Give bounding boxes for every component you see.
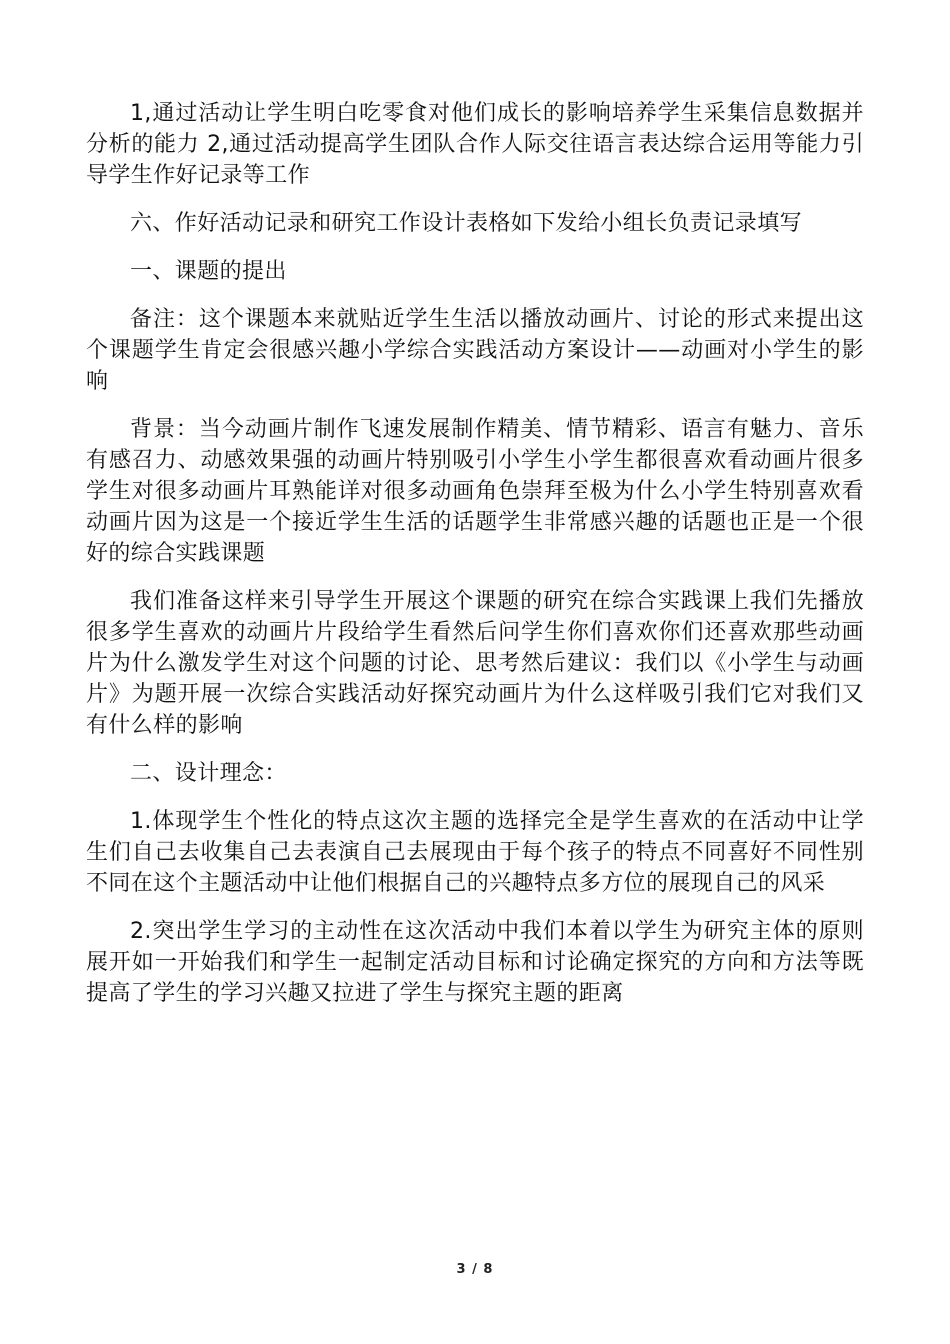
page-number: 3 / 8 [456,1262,494,1277]
heading-topic-proposal: 一、课题的提出 [130,259,287,284]
paragraph-note: 备注：这个课题本来就贴近学生生活以播放动画片、讨论的形式来提出这个课题学生肯定会很感兴趣小学综合实践活动方案设计——动画对小学生的影响 [86,307,864,394]
paragraph-objectives: 1,通过活动让学生明白吃零食对他们成长的影响培养学生采集信息数据并分析的能力 2,通过活动提高学生团队合作人际交往语言表达综合运用等能力引导学生作好记录等工作 [86,101,864,188]
document-body [86,98,864,1026]
heading-design-concept: 二、设计理念： [130,761,287,786]
paragraph-background: 背景：当今动画片制作飞速发展制作精美、情节精彩、语言有魅力、音乐有感召力、动感效果强的动画片特别吸引小学生小学生都很喜欢看动画片很多学生对很多动画片耳熟能详对很多动画角色崇拜至极为什么小学生特别喜欢看动画片因为这是一个接近学生生活的话题学生非常感兴趣的话题也正是一个很好的综合实践课题 [86,417,864,566]
paragraph-concept-one: 1.体现学生个性化的特点这次主题的选择完全是学生喜欢的在活动中让学生们自己去收集自己去表演自己去展现由于每个孩子的特点不同喜好不同性别不同在这个主题活动中让他们根据自己的兴趣特点多方位的展现自己的风采 [86,809,864,896]
paragraph-plan: 我们准备这样来引导学生开展这个课题的研究在综合实践课上我们先播放很多学生喜欢的动画片片段给学生看然后问学生你们喜欢你们还喜欢那些动画片为什么激发学生对这个问题的讨论、思考然后建议：我们以《小学生与动画片》为题开展一次综合实践活动好探究动画片为什么这样吸引我们它对我们又有什么样的影响 [86,589,864,738]
paragraph-section-six: 六、作好活动记录和研究工作设计表格如下发给小组长负责记录填写 [130,211,803,236]
paragraph-concept-two: 2.突出学生学习的主动性在这次活动中我们本着以学生为研究主体的原则展开如一开始我们和学生一起制定活动目标和讨论确定探究的方向和方法等既提高了学生的学习兴趣又拉进了学生与探究主题的距离 [86,919,864,1006]
